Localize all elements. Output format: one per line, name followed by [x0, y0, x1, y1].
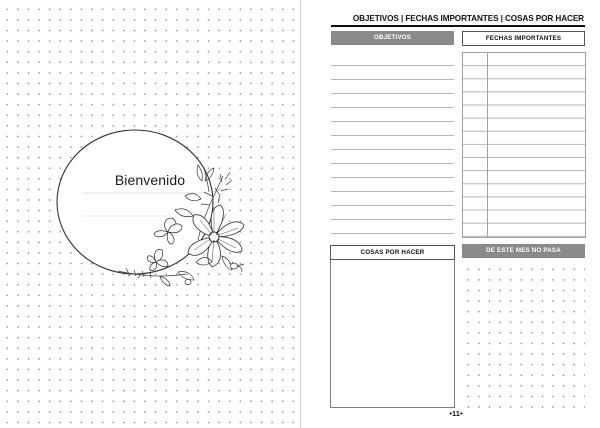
header-rule — [331, 25, 585, 27]
fechas-importantes-label: FECHAS IMPORTANTES — [462, 31, 585, 46]
fechas-importantes-table[interactable] — [462, 52, 586, 238]
page-number: •11• — [449, 409, 463, 418]
de-este-mes-dot-grid[interactable] — [462, 262, 585, 408]
welcome-text: Bienvenido — [114, 172, 186, 188]
cosas-por-hacer-box[interactable] — [330, 249, 455, 408]
fechas-column-divider — [487, 53, 488, 237]
objetivos-label: OBJETIVOS — [331, 31, 454, 45]
objetivos-ruled-lines[interactable] — [331, 52, 454, 238]
cosas-por-hacer-label: COSAS POR HACER — [330, 245, 455, 260]
de-este-mes-label: DE ESTE MES NO PASA — [462, 244, 585, 258]
page-header-title: OBJETIVOS | FECHAS IMPORTANTES | COSAS POR HACER — [352, 14, 584, 23]
